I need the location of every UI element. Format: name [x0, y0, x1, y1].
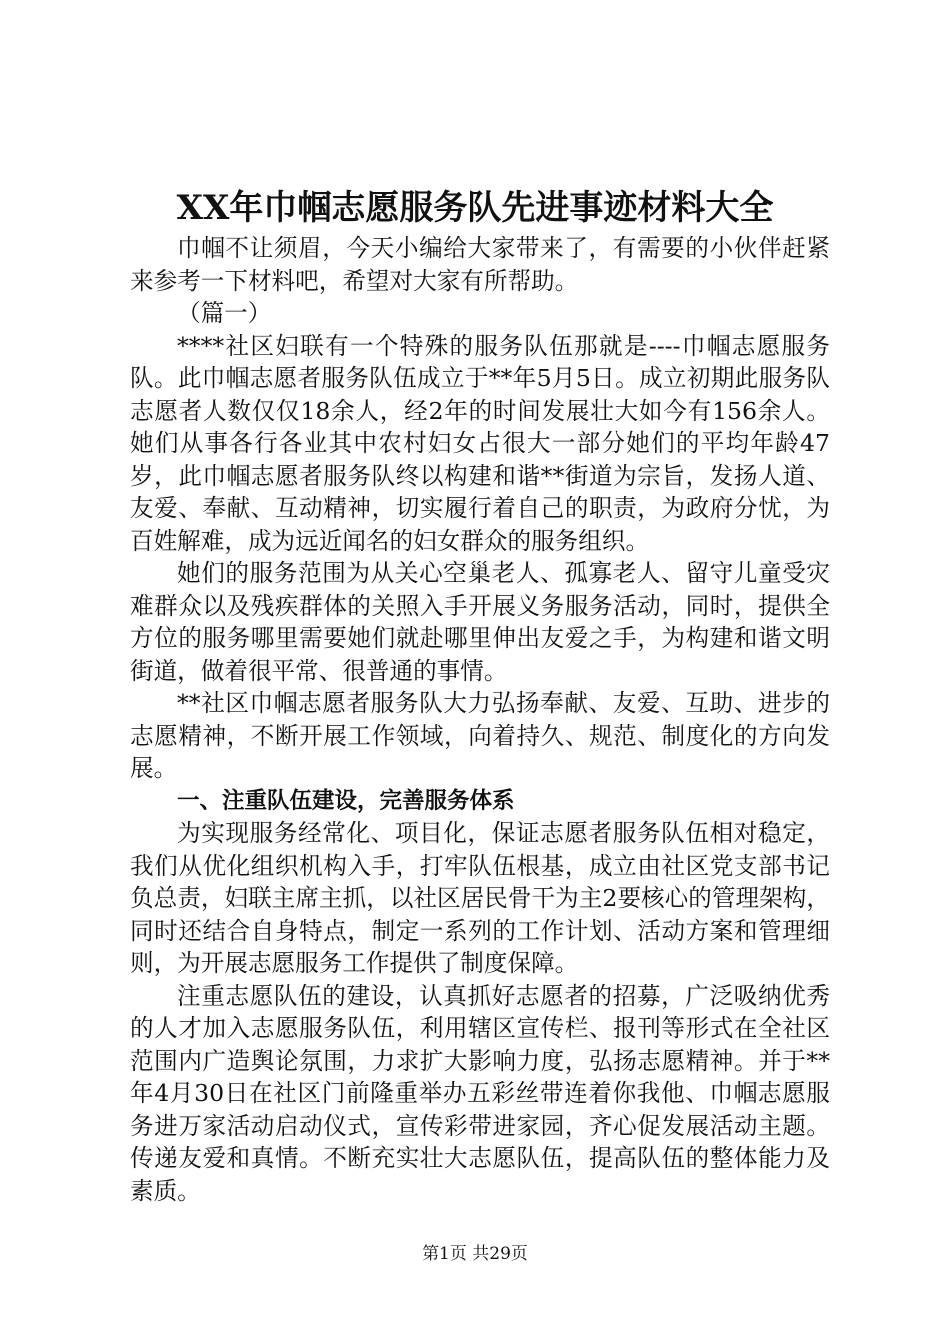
body-paragraph: 为实现服务经常化、项目化，保证志愿者服务队伍相对稳定，我们从优化组织机构入手，打牢队伍根基，成立由社区党支部书记负总责，妇联主席主抓，以社区居民骨干为主2要核心的管理架构，同时还结合自身特点，制定一系列的工作计划、活动方案和管理细则，为开展志愿服务工作提供了制度保障。 [130, 819, 830, 977]
section-heading: 一、注重队伍建设，完善服务体系 [177, 787, 515, 814]
body-paragraph: 注重志愿队伍的建设，认真抓好志愿者的招募，广泛吸纳优秀的人才加入志愿服务队伍，利用辖区宣传栏、报刊等形式在全社区范围内广造舆论氛围，力求扩大影响力度，弘扬志愿精神。并于**年4月30日在社区门前隆重举办五彩丝带连着你我他、巾帼志愿服务进万家活动启动仪式，宣传彩带进家园，齐心促发展活动主题。传递友爱和真情。不断充实壮大志愿队伍，提高队伍的整体能力及素质。 [130, 981, 830, 1205]
document-title: XX年巾帼志愿服务队先进事迹材料大全 [176, 188, 774, 228]
section-label: （篇一） [177, 299, 272, 327]
intro-paragraph: 巾帼不让须眉，今天小编给大家带来了，有需要的小伙伴赶紧来参考一下材料吧，希望对大家有所帮助。 [130, 234, 830, 295]
body-paragraph: 她们的服务范围为从关心空巢老人、孤寡老人、留守儿童受灾难群众以及残疾群体的关照入手开展义务服务活动，同时，提供全方位的服务哪里需要她们就赴哪里伸出友爱之手，为构建和谐文明街道，做着很平常、很普通的事情。 [130, 559, 830, 685]
document-body [130, 232, 830, 1207]
body-paragraph: ****社区妇联有一个特殊的服务队伍那就是----巾帼志愿服务队。此巾帼志愿者服务队伍成立于**年5月5日。成立初期此服务队志愿者人数仅仅18余人，经2年的时间发展壮大如今有156余人。她们从事各行各业其中农村妇女占很大一部分她们的平均年龄47岁，此巾帼志愿者服务队终以构建和谐**街道为宗旨，发扬人道、友爱、奉献、互动精神，切实履行着自己的职责，为政府分忧，为百姓解难，成为远近闻名的妇女群众的服务组织。 [130, 331, 830, 555]
body-paragraph: **社区巾帼志愿者服务队大力弘扬奉献、友爱、互助、进步的志愿精神，不断开展工作领域，向着持久、规范、制度化的方向发展。 [130, 689, 830, 782]
page-footer: 第1页 共29页 [422, 1244, 528, 1264]
